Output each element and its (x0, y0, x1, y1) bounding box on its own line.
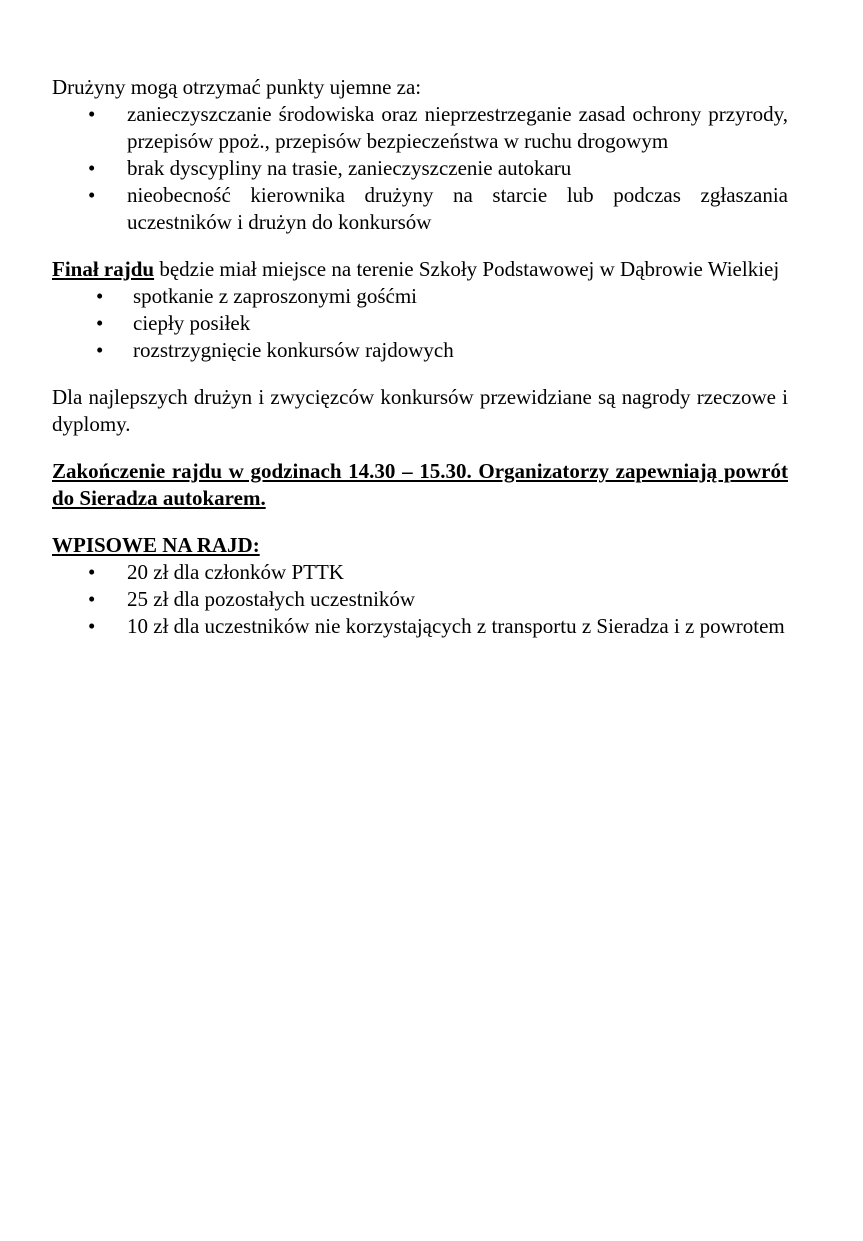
bullet-icon: • (88, 183, 96, 207)
bullet-icon: • (88, 614, 96, 638)
final-list (52, 283, 788, 364)
list-item: • 25 zł dla pozostałych uczestników (88, 587, 416, 611)
bullet-icon: • (88, 156, 96, 180)
bullet-icon: • (88, 587, 96, 611)
ending-paragraph: Zakończenie rajdu w godzinach 14.30 – 15.30. Organizatorzy zapewniają powrót do Sieradza autokarem. (52, 459, 788, 510)
bullet-icon: • (88, 102, 96, 126)
bullet-icon: • (96, 284, 104, 308)
list-item: • 10 zł dla uczestników nie korzystających z transportu z Sieradza i z powrotem (88, 614, 785, 638)
bullet-icon: • (88, 560, 96, 584)
penalties-intro: Drużyny mogą otrzymać punkty ujemne za: (52, 75, 422, 99)
list-item: • rozstrzygnięcie konkursów rajdowych (96, 338, 454, 362)
list-item: • ciepły posiłek (96, 311, 251, 335)
bullet-icon: • (96, 338, 104, 362)
penalties-list (52, 101, 788, 236)
list-item: • 20 zł dla członków PTTK (88, 560, 344, 584)
final-heading: Finał rajdu (52, 257, 155, 281)
bullet-icon: • (96, 311, 104, 335)
list-item: • zanieczyszczanie środowiska oraz nieprzestrzeganie zasad ochrony przyrody, przepisów ppoż., przepisów bezpieczeństwa w ruchu drogowym (88, 102, 788, 153)
fees-list (52, 559, 788, 640)
fees-heading: WPISOWE NA RAJD: (52, 533, 260, 557)
prizes-paragraph: Dla najlepszych drużyn i zwycięzców konkursów przewidziane są nagrody rzeczowe i dyplomy. (52, 385, 788, 436)
final-paragraph (52, 256, 788, 283)
list-item: • spotkanie z zaproszonymi gośćmi (96, 284, 418, 308)
document-page (52, 74, 788, 640)
list-item: • nieobecność kierownika drużyny na starcie lub podczas zgłaszania uczestników i drużyn do konkursów (88, 183, 788, 234)
list-item: • brak dyscypliny na trasie, zanieczyszczenie autokaru (88, 156, 572, 180)
final-text: będzie miał miejsce na terenie Szkoły Podstawowej w Dąbrowie Wielkiej (154, 257, 780, 281)
